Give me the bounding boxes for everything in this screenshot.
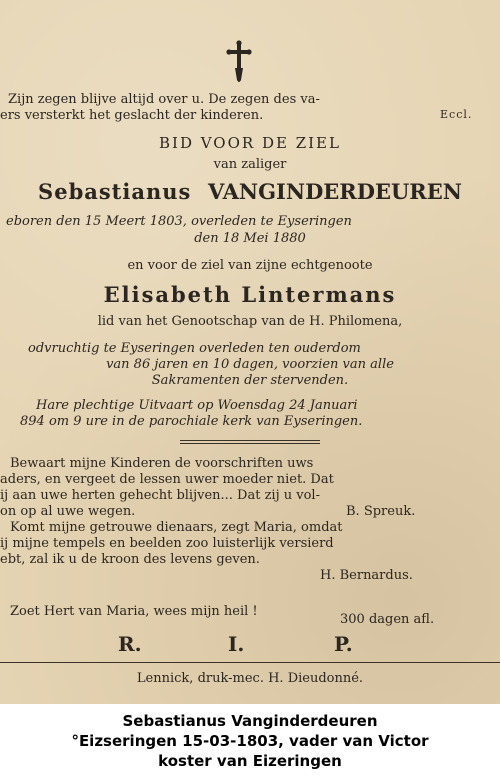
birth-line-1: eboren den 15 Meert 1803, overleden te Eyseringen	[6, 214, 352, 229]
verse-text: ers versterkt het geslacht der kinderen.	[0, 108, 264, 123]
printer-line: Lennick, druk-mec. H. Dieudonné.	[136, 671, 364, 686]
death-line-2: van 86 jaren en 10 dagen, voorzien van alle	[106, 357, 394, 372]
quote1-line-4	[0, 504, 500, 519]
quote1-line-2: aders, en vergeet de lessen uwer moeder niet. Dat	[0, 472, 334, 487]
rip-r: R.	[118, 632, 142, 656]
quote1-text: on op al uwe wegen.	[0, 504, 136, 519]
spouse-intro: en voor de ziel van zijne echtgenoote	[127, 258, 373, 273]
caption-line-3: koster van Eizeringen	[158, 752, 342, 770]
caption-line-2: °Eizseringen 15-03-1803, vader van Victor	[71, 732, 429, 750]
indulgence-2-text: Zoet Hert van Maria, wees mijn heil !	[10, 604, 258, 619]
deceased-first-name: Sebastianus	[38, 179, 192, 204]
verse-line-1: Zijn zegen blijve altijd over u. De zegen des va-	[8, 92, 320, 107]
birth-line-2: den 18 Mei 1880	[194, 231, 306, 246]
quote1-line-3: ij aan uwe herten gehecht blijven... Dat zij u vol-	[0, 488, 320, 503]
death-line-3: Sakramenten der stervenden.	[151, 373, 349, 388]
heading: BID VOOR DE ZIEL	[159, 134, 341, 152]
deceased-last-name: VANGINDERDEUREN	[207, 179, 462, 204]
rip-i: I.	[228, 632, 245, 656]
funeral-line-1: Hare plechtige Uitvaart op Woensdag 24 Januari	[36, 398, 358, 413]
deceased-name	[0, 179, 500, 204]
rip-p: P.	[334, 632, 353, 656]
divider-2	[180, 443, 320, 444]
divider-1	[180, 440, 320, 441]
cross-icon	[224, 40, 254, 84]
quote2-line-2: ij mijne tempels en beelden zoo luisterlijk versierd	[0, 536, 334, 551]
quote2-source: H. Bernardus.	[320, 568, 413, 583]
quote1-line-1: Bewaart mijne Kinderen de voorschriften uws	[10, 456, 314, 471]
caption-line-1: Sebastianus Vanginderdeuren	[122, 712, 378, 730]
verse-source: Eccl.	[440, 108, 473, 121]
death-line-1: odvruchtig te Eyseringen overleden ten ouderdom	[28, 341, 361, 356]
indulgence-2-days: 300 dagen afl.	[340, 612, 435, 627]
quote2-line-1: Komt mijne getrouwe dienaars, zegt Maria, omdat	[10, 520, 343, 535]
quote2-line-3: ebt, zal ik u de kroon des levens geven.	[0, 552, 260, 567]
quote1-source: B. Spreuk.	[346, 504, 416, 519]
verse-line-2	[0, 108, 500, 123]
funeral-line-2: 894 om 9 ure in de parochiale kerk van Eyseringen.	[20, 414, 363, 429]
spouse-name: Elisabeth Lintermans	[103, 282, 397, 307]
bottom-rule	[0, 662, 500, 663]
van-zaliger: van zaliger	[213, 157, 287, 172]
spouse-member: lid van het Genootschap van de H. Philomena,	[97, 314, 403, 329]
